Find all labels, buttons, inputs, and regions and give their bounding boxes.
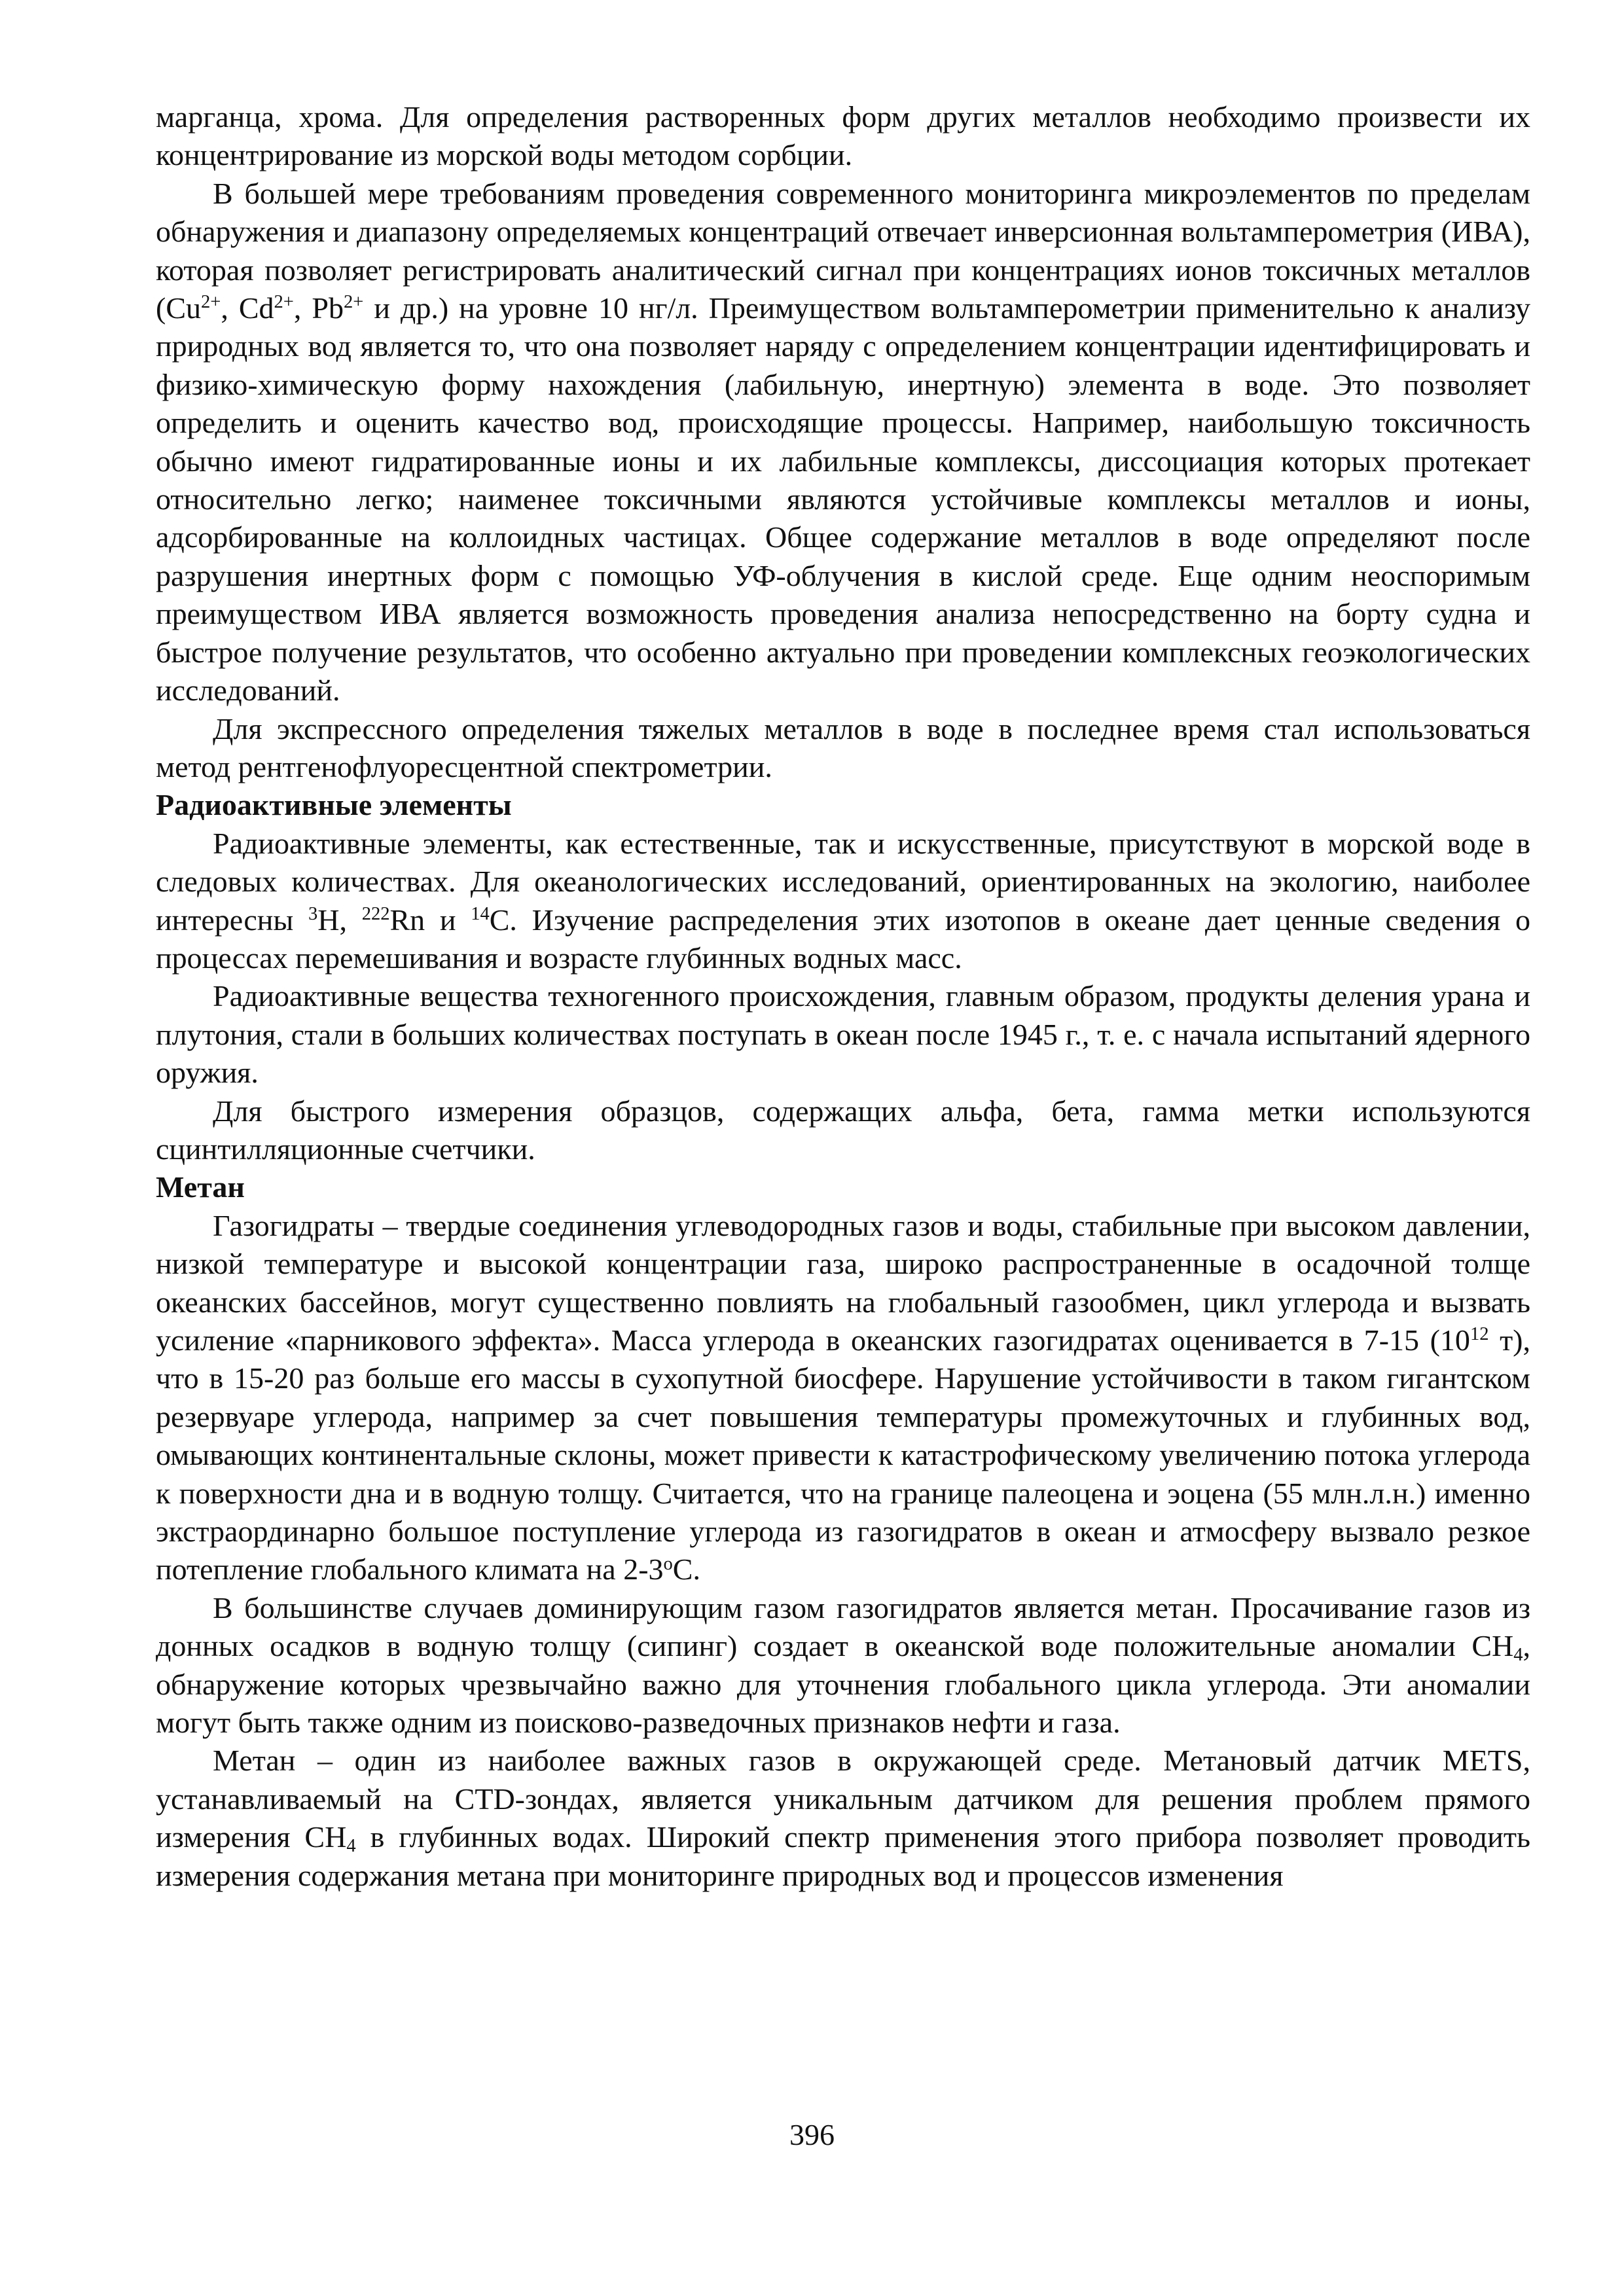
paragraph-radioactive-elements: Радиоактивные элементы, как естественные, так и искусственные, присутствуют в морской воде в следовых количествах. Для океанологических исследований, ориентированных на экологию, наиболее интересны $^3$H, $^{222}$Rn и $^{14}$C. Изучение распределения этих изотопов в океане дает ценные сведения о процессах перемешивания и возрасте глубинных водных масс.: [156, 826, 1530, 975]
page-body: [156, 98, 1530, 1895]
paragraph-scintillation: Для быстрого измерения образцов, содержащих альфа, бета, гамма метки используются сцинтилляционные счетчики.: [156, 1094, 1530, 1166]
paragraph-mets-sensor: Метан – один из наиболее важных газов в окружающей среде. Метановый датчик METS, устанавливаемый на CTD-зондах, является уникальным датчиком для решения проблем прямого измерения $CH_4$ в глубинных водах. Широкий спектр применения этого прибора позволяет проводить измерения содержания метана при мониторинге природных вод и процессов изменения: [156, 1744, 1531, 1892]
page-number: 396: [789, 2118, 835, 2151]
section-heading-radioactive: Радиоактивные элементы: [156, 788, 512, 822]
paragraph-xrf: Для экспрессного определения тяжелых металлов в воде в последнее время стал использоваться метод рентгенофлуоресцентной спектрометрии.: [156, 711, 1530, 783]
paragraph-sorption: марганца, хрома. Для определения растворенных форм других металлов необходимо произвести их концентрирование из морской воды методом сорбции.: [156, 100, 1530, 172]
paragraph-gas-hydrates: Газогидраты – твердые соединения углеводородных газов и воды, стабильные при высоком давлении, низкой температуре и высокой концентрации газа, широко распространенные в осадочной толще океанских бассейнов, могут существенно повлиять на глобальный газообмен, цикл углерода и вызвать усиление «парникового эффекта». Масса углерода в океанских газогидратах оценивается в 7-15 ($10^{12}$ т), что в 15-20 раз больше его массы в сухопутной биосфере. Нарушение устойчивости в таком гигантском резервуаре углерода, например за счет повышения температуры промежуточных и глубинных вод, омывающих континентальные склоны, может привести к катастрофическому увеличению потока углерода к поверхности дна и в водную толщу. Считается, что на границе палеоцена и эоцена (55 млн.л.н.) именно экстраординарно большое поступление углерода из газогидратов в океан и атмосферу вызвало резкое потепление глобального климата на 2-3$^o$С.: [156, 1208, 1530, 1587]
paragraph-technogenic: Радиоактивные вещества техногенного происхождения, главным образом, продукты деления урана и плутония, стали в больших количествах поступать в океан после 1945 г., т. е. с начала испытаний ядерного оружия.: [156, 979, 1530, 1090]
paragraph-seeping: В большинстве случаев доминирующим газом газогидратов является метан. Просачивание газов из донных осадков в водную толщу (сипинг) создает в океанской воде положительные аномалии $CH_4$, обнаружение которых чрезвычайно важно для уточнения глобального цикла углерода. Эти аномалии могут быть также одним из поисково-разведочных признаков нефти и газа.: [156, 1590, 1530, 1740]
paragraph-voltammetry: В большей мере требованиям проведения современного мониторинга микроэлементов по пределам обнаружения и диапазону определяемых концентраций отвечает инверсионная вольтамперометрия (ИВА), которая позволяет регистрировать аналитический сигнал при концентрациях ионов токсичных металлов ($Cu^{2+}$, $Cd^{2+}$, $Pb^{2+}$ и др.) на уровне 10 нг/л. Преимуществом вольтамперометрии применительно к анализу природных вод является то, что она позволяет наряду с определением концентрации идентифицировать и физико-химическую форму нахождения (лабильную, инертную) элемента в воде. Это позволяет определить и оценить качество вод, происходящие процессы. Например, наибольшую токсичность обычно имеют гидратированные ионы и их лабильные комплексы, диссоциация которых протекает относительно легко; наименее токсичными являются устойчивые комплексы металлов и ионы, адсорбированные на коллоидных частицах. Общее содержание металлов в воде определяют после разрушения инертных форм с помощью УФ-облучения в кислой среде. Еще одним неоспоримым преимуществом ИВА является возможность проведения анализа непосредственно на борту судна и быстрое получение результатов, что особенно актуально при проведении комплексных геоэкологических исследований.: [156, 176, 1530, 708]
section-heading-methane: Метан: [156, 1170, 245, 1204]
